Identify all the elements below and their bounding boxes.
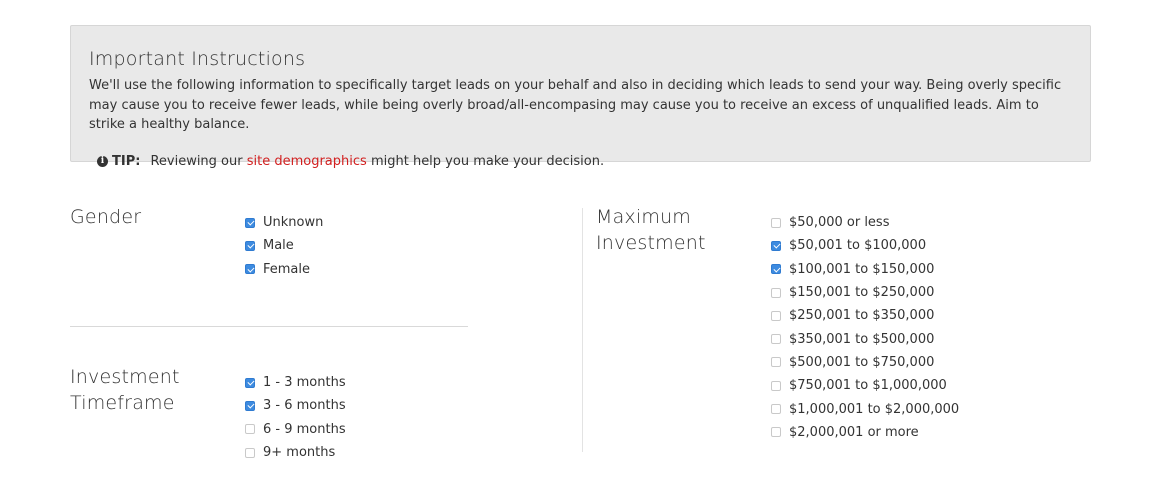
checkbox[interactable]	[245, 448, 255, 458]
gender-option-unknown[interactable]	[245, 211, 323, 234]
instructions-panel	[70, 25, 1091, 169]
option-label: $50,001 to $100,000	[789, 238, 927, 254]
checkbox[interactable]	[245, 241, 255, 251]
checkbox[interactable]	[771, 334, 781, 344]
instructions-title: Important Instructions	[89, 48, 306, 70]
tip-text-after: might help you make your decision.	[370, 153, 605, 169]
option-label: $1,000,001 to $2,000,000	[789, 401, 960, 417]
max-investment-option[interactable]	[771, 281, 959, 304]
checkbox[interactable]	[771, 404, 781, 414]
max-investment-option[interactable]	[771, 234, 959, 257]
timeframe-label	[70, 364, 180, 416]
timeframe-option[interactable]	[245, 371, 346, 394]
tip-text-before: Reviewing our	[150, 153, 243, 169]
option-label: $750,001 to $1,000,000	[789, 378, 947, 394]
option-label: $150,001 to $250,000	[789, 285, 935, 301]
timeframe-option[interactable]	[245, 394, 346, 417]
checkbox[interactable]	[771, 241, 781, 251]
timeframe-label-line2: Timeframe	[70, 392, 175, 414]
info-circle-icon: i	[97, 156, 108, 167]
instructions-body: We'll use the following information to specifically target leads on your behalf and also in deciding which leads to send your way. Being overly specific may cause you to receive fewer leads, while being overly broad/all-encompasing may cause you to receive an excess of unqualified leads. Aim to strike a healthy balance.	[89, 78, 1062, 132]
checkbox[interactable]	[245, 218, 255, 228]
option-label: Male	[263, 238, 294, 254]
max-investment-option[interactable]	[771, 397, 959, 420]
option-label: 1 - 3 months	[263, 375, 346, 391]
gender-options	[245, 211, 323, 281]
option-label: $350,001 to $500,000	[789, 331, 935, 347]
max-investment-options	[771, 211, 959, 444]
option-label: Unknown	[263, 215, 324, 231]
option-label: $500,001 to $750,000	[789, 354, 935, 370]
checkbox[interactable]	[771, 288, 781, 298]
max-investment-label-line1: Maximum	[596, 206, 692, 228]
max-investment-label	[596, 204, 706, 256]
checkbox[interactable]	[771, 427, 781, 437]
max-investment-option[interactable]	[771, 327, 959, 350]
option-label: 9+ months	[263, 445, 336, 461]
max-investment-option[interactable]	[771, 304, 959, 327]
checkbox[interactable]	[245, 401, 255, 411]
option-label: $50,000 or less	[789, 215, 890, 231]
column-divider	[582, 208, 583, 452]
option-label: $250,001 to $350,000	[789, 308, 935, 324]
checkbox[interactable]	[771, 218, 781, 228]
max-investment-option[interactable]	[771, 374, 959, 397]
tip-line	[89, 152, 1072, 171]
timeframe-options	[245, 371, 346, 464]
max-investment-label-line2: Investment	[596, 232, 706, 254]
checkbox[interactable]	[771, 357, 781, 367]
max-investment-option[interactable]	[771, 351, 959, 374]
gender-option-female[interactable]	[245, 258, 323, 281]
max-investment-option[interactable]	[771, 258, 959, 281]
section-divider	[70, 326, 468, 327]
option-label: $2,000,001 or more	[789, 424, 919, 440]
timeframe-option[interactable]	[245, 441, 346, 464]
checkbox[interactable]	[771, 381, 781, 391]
timeframe-label-line1: Investment	[70, 366, 180, 388]
timeframe-option[interactable]	[245, 418, 346, 441]
option-label: 6 - 9 months	[263, 421, 346, 437]
option-label: 3 - 6 months	[263, 398, 346, 414]
tip-label: TIP:	[112, 153, 141, 169]
checkbox[interactable]	[245, 378, 255, 388]
option-label: Female	[263, 261, 311, 277]
site-demographics-link[interactable]: site demographics	[246, 153, 367, 169]
option-label: $100,001 to $150,000	[789, 261, 935, 277]
gender-label	[70, 204, 141, 230]
checkbox[interactable]	[245, 424, 255, 434]
max-investment-option[interactable]	[771, 211, 959, 234]
max-investment-option[interactable]	[771, 421, 959, 444]
gender-label-text: Gender	[70, 206, 142, 228]
checkbox[interactable]	[245, 264, 255, 274]
gender-option-male[interactable]	[245, 234, 323, 257]
checkbox[interactable]	[771, 264, 781, 274]
checkbox[interactable]	[771, 311, 781, 321]
